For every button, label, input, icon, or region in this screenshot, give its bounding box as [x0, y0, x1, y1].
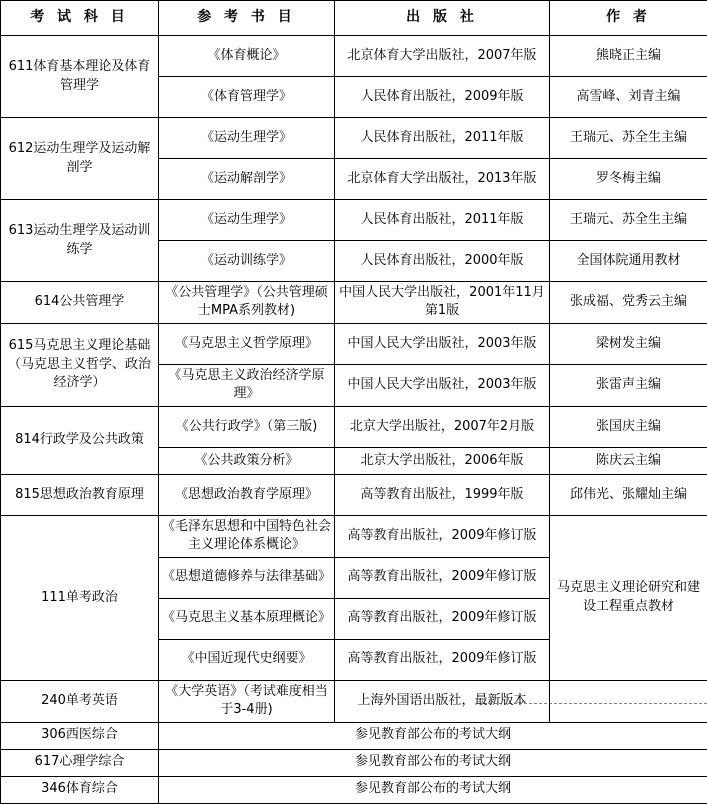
cell-outline-note: 参见教育部公布的考试大纲 [159, 776, 707, 803]
cell-book: 《体育管理学》 [159, 77, 335, 118]
table-row [1, 406, 707, 447]
cell-book: 《马克思主义基本原理概论》 [159, 598, 335, 639]
cell-book: 《体育概论》 [159, 36, 335, 77]
cell-book: 《毛泽东思想和中国特色社会主义理论体系概论》 [159, 515, 335, 557]
table-body [1, 36, 707, 804]
cell-press: 北京大学出版社，2006年版 [335, 447, 550, 474]
cell-subject: 111单考政治 [1, 515, 159, 680]
cell-book: 《大学英语》（考试难度相当于3-4册) [159, 680, 335, 722]
cell-subject: 613运动生理学及运动训练学 [1, 200, 159, 282]
column-header-subject: 考 试 科 目 [1, 1, 159, 36]
cell-author: 邱伟光、张耀灿主编 [550, 474, 707, 515]
table-row [1, 474, 707, 515]
cell-subject: 240单考英语 [1, 680, 159, 722]
cell-subject: 617心理学综合 [1, 749, 159, 776]
cell-author [550, 680, 707, 722]
cell-press: 人民体育出版社，2009年版 [335, 77, 550, 118]
cell-press: 高等教育出版社，2009年修订版 [335, 557, 550, 598]
cell-author: 张国庆主编 [550, 406, 707, 447]
cell-press: 北京大学出版社，2007年2月版 [335, 406, 550, 447]
cell-author: 高雪峰、刘青主编 [550, 77, 707, 118]
cell-press: 中国人民大学出版社，2003年版 [335, 364, 550, 406]
table-row [1, 282, 707, 324]
column-header-book: 参 考 书 目 [159, 1, 335, 36]
cell-press: 上海外国语出版社，最新版本 [335, 680, 550, 722]
cell-subject: 346体育综合 [1, 776, 159, 803]
cell-press: 高等教育出版社，2009年修订版 [335, 598, 550, 639]
cell-outline-note: 参见教育部公布的考试大纲 [159, 749, 707, 776]
table-header [1, 1, 707, 36]
cell-press: 北京体育大学出版社，2007年版 [335, 36, 550, 77]
cell-book: 《思想道德修养与法律基础》 [159, 557, 335, 598]
cell-press: 人民体育出版社，2000年版 [335, 241, 550, 282]
cell-book: 《运动生理学》 [159, 118, 335, 159]
cell-book: 《中国近现代史纲要》 [159, 639, 335, 680]
cell-book: 《公共政策分析》 [159, 447, 335, 474]
cell-outline-note: 参见教育部公布的考试大纲 [159, 722, 707, 749]
cell-author: 王瑞元、苏全生主编 [550, 200, 707, 241]
header-row [1, 1, 707, 36]
column-header-author: 作 者 [550, 1, 707, 36]
cell-author: 熊晓正主编 [550, 36, 707, 77]
cell-book: 《公共行政学》（第三版) [159, 406, 335, 447]
cell-book: 《运动训练学》 [159, 241, 335, 282]
cell-subject: 814行政学及公共政策 [1, 406, 159, 474]
table-row [1, 36, 707, 77]
cell-book: 《运动生理学》 [159, 200, 335, 241]
cell-author: 梁树发主编 [550, 323, 707, 364]
cell-book: 《马克思主义哲学原理》 [159, 323, 335, 364]
cell-book: 《马克思主义政治经济学原理》 [159, 364, 335, 406]
table-row [1, 722, 707, 749]
table-row [1, 680, 707, 722]
cell-book: 《公共管理学》（公共管理硕士MPA系列教材) [159, 282, 335, 324]
cell-press: 中国人民大学出版社，2003年版 [335, 323, 550, 364]
table-row [1, 749, 707, 776]
cell-press: 高等教育出版社，2009年修订版 [335, 515, 550, 557]
cell-press: 人民体育出版社，2011年版 [335, 118, 550, 159]
cell-subject: 612运动生理学及运动解剖学 [1, 118, 159, 200]
cell-author: 张雷声主编 [550, 364, 707, 406]
cell-subject: 611体育基本理论及体育管理学 [1, 36, 159, 118]
cell-author: 张成福、党秀云主编 [550, 282, 707, 324]
table-row [1, 776, 707, 803]
cell-press: 北京体育大学出版社，2013年版 [335, 159, 550, 200]
cell-book: 《运动解剖学》 [159, 159, 335, 200]
cell-subject: 306西医综合 [1, 722, 159, 749]
column-header-press: 出 版 社 [335, 1, 550, 36]
cell-press: 人民体育出版社，2011年版 [335, 200, 550, 241]
cell-subject: 815思想政治教育原理 [1, 474, 159, 515]
cell-author: 马克思主义理论研究和建设工程重点教材 [550, 515, 707, 680]
table-row [1, 200, 707, 241]
table-row [1, 118, 707, 159]
cell-author: 罗冬梅主编 [550, 159, 707, 200]
cell-press: 高等教育出版社，1999年版 [335, 474, 550, 515]
cell-subject: 614公共管理学 [1, 282, 159, 324]
cell-author: 全国体院通用教材 [550, 241, 707, 282]
table-row [1, 515, 707, 557]
cell-author: 王瑞元、苏全生主编 [550, 118, 707, 159]
table-row [1, 323, 707, 364]
cell-press: 中国人民大学出版社，2001年11月第1版 [335, 282, 550, 324]
cell-author: 陈庆云主编 [550, 447, 707, 474]
cell-book: 《思想政治教育学原理》 [159, 474, 335, 515]
cell-press: 高等教育出版社，2009年修订版 [335, 639, 550, 680]
cell-subject: 615马克思主义理论基础（马克思主义哲学、政治经济学） [1, 323, 159, 406]
